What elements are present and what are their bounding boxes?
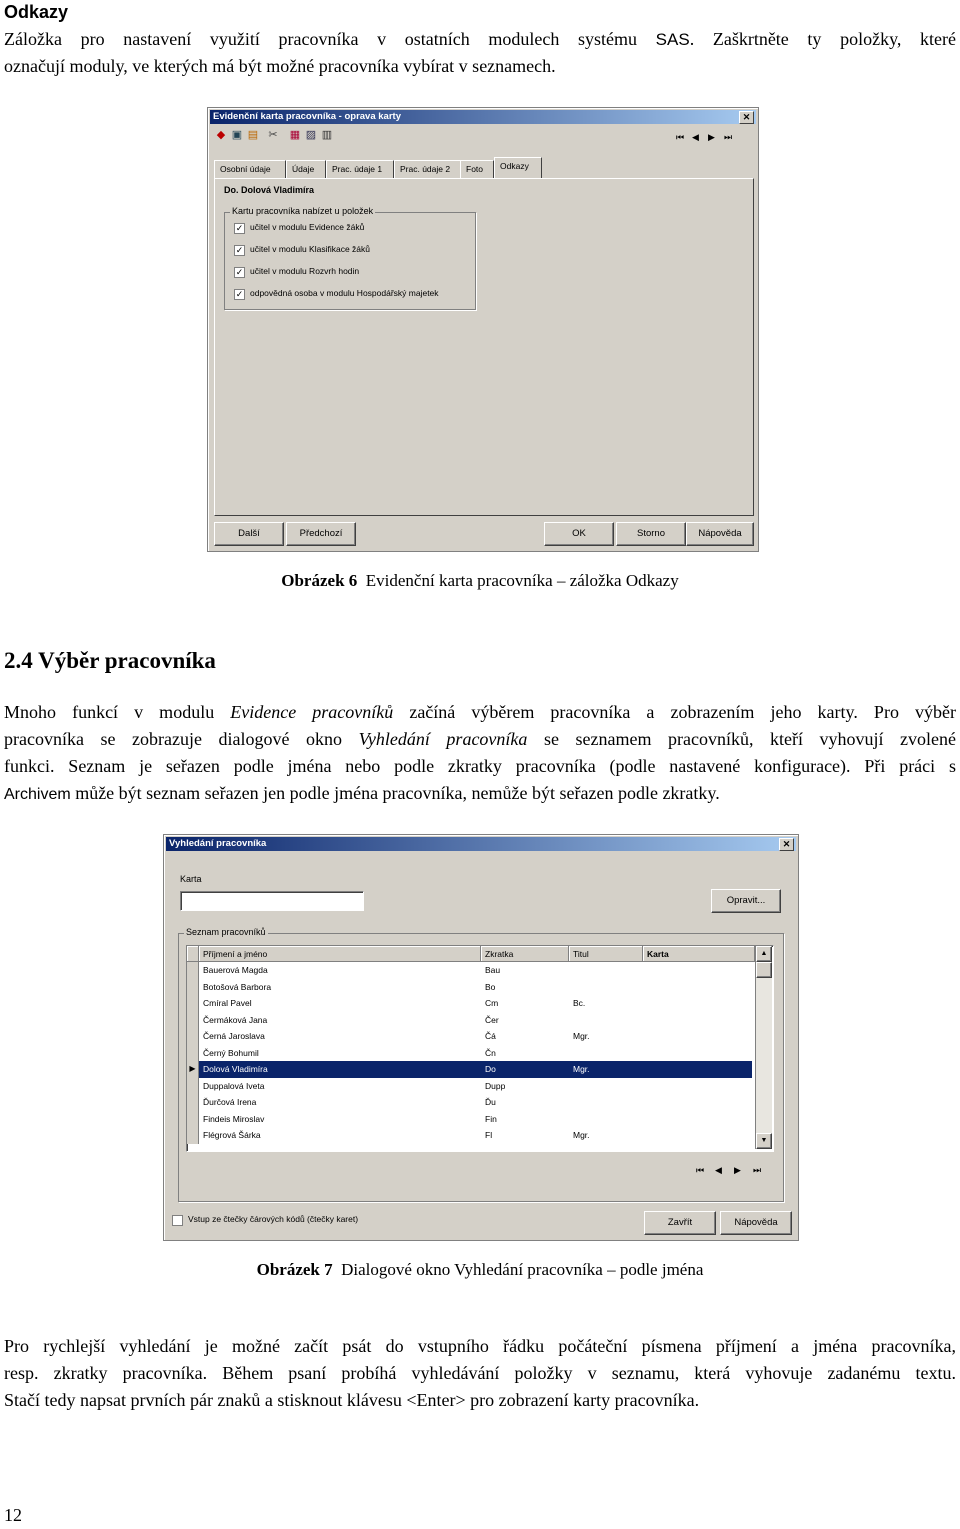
cell-title: Bc. (573, 998, 586, 1008)
cell-name: Čermáková Jana (203, 1014, 268, 1025)
row-indicator (187, 1012, 199, 1029)
tab-strip (214, 160, 754, 178)
tab-foto[interactable]: Foto (460, 160, 494, 178)
close-button[interactable]: Zavřít (644, 1211, 716, 1235)
dialog-title: Vyhledání pracovníka (169, 838, 267, 849)
module-name: Evidence pracovníků (230, 702, 394, 722)
nav-prev-icon[interactable]: ◀ (692, 132, 699, 142)
table-row[interactable] (187, 979, 752, 996)
nav-prev-icon[interactable]: ◀ (715, 1165, 722, 1175)
section-heading: Odkazy (4, 2, 69, 22)
cell-abbr: Čer (485, 1014, 499, 1025)
table-row[interactable] (187, 1061, 752, 1078)
group-label: Kartu pracovníka nabízet u položek (232, 206, 374, 216)
checkbox-label: učitel v modulu Klasifikace žáků (250, 244, 371, 254)
column-abbr[interactable]: Zkratka (481, 946, 569, 962)
caption-label: Obrázek 6 (281, 571, 358, 590)
figure-caption-6 (0, 571, 960, 591)
table-row[interactable] (187, 1127, 752, 1144)
caption-text: Dialogové okno Vyhledání pracovníka – podle jména (341, 1260, 704, 1279)
cell-name: Ďurčová Irena (203, 1097, 257, 1107)
cell-name: Duppalová Iveta (203, 1080, 265, 1091)
row-indicator (187, 1127, 199, 1144)
record-add-icon[interactable]: ◆ (216, 129, 226, 141)
caption-text: Evidenční karta pracovníka – záložka Odkazy (365, 571, 679, 590)
text-fragment: může být seznam seřazen jen podle jména pracovníka, nemůže být seřazen podle zkratky. (70, 783, 720, 803)
cell-name: Černá Jaroslava (203, 1031, 265, 1041)
find-icon[interactable]: ▦ (289, 129, 301, 141)
next-button[interactable]: Další (214, 522, 284, 546)
scroll-down-icon[interactable]: ▼ (756, 1133, 772, 1149)
tab-udaje[interactable]: Údaje (286, 160, 326, 178)
sas-name: SAS (655, 30, 690, 49)
text-fragment: Mnoho funkcí v modulu (4, 702, 231, 722)
cell-title: Mgr. (573, 1130, 590, 1140)
table-row[interactable] (187, 1045, 752, 1062)
tab-prac-udaje-1[interactable]: Prac. údaje 1 (326, 160, 394, 178)
cell-name: Bauerová Magda (203, 965, 268, 975)
checkbox-hospodarsky-majetek[interactable]: ✓ (235, 289, 244, 299)
cell-name: Flégrová Šárka (203, 1130, 261, 1140)
cell-abbr: Cm (485, 998, 499, 1008)
vertical-scrollbar[interactable] (755, 946, 772, 1149)
employee-grid (186, 945, 774, 1152)
para1-line4 (4, 780, 720, 808)
scroll-thumb[interactable] (756, 962, 772, 978)
nav-next-icon[interactable]: ▶ (708, 132, 715, 142)
employee-card-dialog (207, 107, 759, 552)
checkbox-label: učitel v modulu Evidence žáků (250, 222, 365, 232)
barcode-checkbox[interactable] (172, 1215, 183, 1226)
nav-next-icon[interactable]: ▶ (734, 1165, 741, 1175)
cell-title: Mgr. (573, 1031, 590, 1041)
dialog-title: Evidenční karta pracovníka - oprava karty (213, 111, 401, 122)
toolbar (212, 128, 412, 146)
table-row[interactable] (187, 1012, 752, 1029)
table-row[interactable] (187, 962, 752, 979)
text-fragment: . Zaškrtněte ty položky, které (689, 29, 957, 49)
previous-button[interactable]: Předchozí (286, 522, 356, 546)
find-employee-dialog (163, 834, 799, 1241)
dialog-titlebar (210, 110, 756, 124)
dialog-name: Vyhledání pracovníka (358, 729, 528, 749)
table-row[interactable] (187, 1078, 752, 1095)
dialog-titlebar (166, 837, 796, 851)
row-indicator (187, 1111, 199, 1128)
ok-button[interactable]: OK (544, 522, 614, 546)
row-indicator (187, 1045, 199, 1062)
scroll-up-icon[interactable]: ▲ (756, 946, 772, 962)
cell-name: Dolová Vladimíra (203, 1064, 268, 1074)
checkbox-klasifikace-zaku[interactable]: ✓ (235, 245, 244, 255)
record-copy-icon[interactable]: ▣ (231, 129, 243, 141)
para2-line1: Pro rychlejší vyhledání je možné začít psát do vstupního řádku počáteční písmena příjmení a jména pracovníka, (4, 1336, 956, 1356)
text-fragment: se seznamem pracovníků, kteří vyhovují zvolené (527, 729, 957, 749)
grid-header (187, 946, 773, 962)
row-indicator (187, 962, 199, 979)
column-name[interactable]: Příjmení a jméno (199, 946, 481, 962)
table-row[interactable] (187, 1111, 752, 1128)
nav-first-icon[interactable]: ⏮ (696, 1165, 705, 1175)
tab-prac-udaje-2[interactable]: Prac. údaje 2 (394, 160, 462, 178)
archiv-name: Archivem (4, 786, 71, 803)
cell-abbr: Bo (485, 981, 496, 992)
cell-abbr: Fin (485, 1113, 497, 1124)
para2-line3: Stačí tedy napsat prvních pár znaků a stisknout klávesu <Enter> pro zobrazení karty pracovníka. (4, 1390, 700, 1410)
checkbox-rozvrh-hodin[interactable]: ✓ (235, 267, 244, 277)
group-label: Seznam pracovníků (186, 927, 266, 937)
section-text-line2: označují moduly, ve kterých má být možné pracovníka vybírat v seznamech. (4, 56, 556, 76)
printer-icon[interactable]: ▥ (321, 129, 333, 141)
help-button[interactable]: Nápověda (720, 1211, 792, 1235)
close-icon[interactable]: ✕ (739, 111, 754, 124)
tab-odkazy[interactable]: Odkazy (494, 157, 542, 178)
cell-abbr: Dupp (485, 1080, 506, 1091)
cell-name: Findeis Miroslav (203, 1113, 265, 1124)
para1-line3: funkci. Seznam je seřazen podle jména nebo podle zkratky pracovníka (podle nastavené konfigurace). Při práci s (4, 756, 956, 776)
section-heading-2-4: 2.4 Výběr pracovníka (4, 648, 216, 673)
row-indicator (187, 1094, 199, 1111)
cell-title: Mgr. (573, 1064, 590, 1074)
row-indicator (187, 1028, 199, 1045)
checkbox-evidence-zaku[interactable]: ✓ (235, 223, 244, 233)
checkbox-label: odpovědná osoba v modulu Hospodářský majetek (250, 288, 439, 298)
figure-caption-7 (0, 1260, 960, 1280)
text-fragment: začíná výběrem pracovníka a zobrazením jeho karty. Pro výběr (393, 702, 956, 722)
cell-name: Černý Bohumil (203, 1047, 259, 1058)
column-title[interactable]: Titul (569, 946, 643, 962)
cell-abbr: Do (485, 1064, 496, 1074)
row-pointer-icon: ▶ (187, 1061, 199, 1078)
section-text-line1 (4, 26, 956, 53)
tab-osobni-udaje[interactable]: Osobní údaje (214, 160, 286, 178)
record-delete-icon[interactable]: ▤ (247, 129, 259, 141)
karta-input[interactable] (180, 891, 364, 911)
nav-last-icon[interactable]: ⏭ (753, 1165, 762, 1175)
close-icon[interactable]: ✕ (779, 838, 794, 851)
print-icon[interactable]: ▨ (305, 129, 317, 141)
page-number: 12 (4, 1505, 22, 1525)
para1-line2 (4, 726, 956, 753)
para1-line1 (4, 699, 956, 726)
edit-button[interactable]: Opravit... (711, 889, 781, 913)
table-row[interactable] (187, 995, 752, 1012)
text-fragment: Záložka pro nastavení využití pracovníka v ostatních modulech systému (4, 29, 637, 49)
person-name: Do. Dolová Vladimíra (224, 185, 315, 195)
cell-abbr: Fl (485, 1130, 493, 1140)
cell-abbr: Čá (485, 1031, 496, 1041)
help-button[interactable]: Nápověda (686, 522, 754, 546)
karta-label: Karta (180, 874, 202, 884)
row-indicator (187, 1078, 199, 1095)
table-row[interactable] (187, 1028, 752, 1045)
text-fragment: pracovníka se zobrazuje dialogové okno (4, 729, 359, 749)
cell-name: Cmíral Pavel (203, 998, 252, 1008)
grid-rows (187, 962, 755, 1150)
para2-line2: resp. zkratky pracovníka. Během psaní probíhá vyhledávání položky v seznamu, která vyhovuje zadanému textu. (4, 1363, 956, 1383)
row-indicator (187, 995, 199, 1012)
header-indicator (187, 946, 199, 962)
checkbox-label: učitel v modulu Rozvrh hodin (250, 266, 360, 276)
cell-abbr: Čn (485, 1047, 496, 1058)
cut-icon[interactable]: ✂ (268, 129, 278, 141)
cell-abbr: Bau (485, 965, 501, 975)
row-indicator (187, 979, 199, 996)
caption-label: Obrázek 7 (256, 1260, 333, 1279)
nav-first-icon[interactable]: ⏮ (676, 132, 685, 142)
cell-name: Botošová Barbora (203, 981, 272, 992)
nav-last-icon[interactable]: ⏭ (724, 132, 733, 142)
table-row[interactable] (187, 1094, 752, 1111)
cell-abbr: Ďu (485, 1097, 496, 1107)
cancel-button[interactable]: Storno (616, 522, 686, 546)
column-card[interactable]: Karta (643, 946, 755, 962)
barcode-label: Vstup ze čtečky čárových kódů (čtečky karet) (188, 1214, 359, 1224)
